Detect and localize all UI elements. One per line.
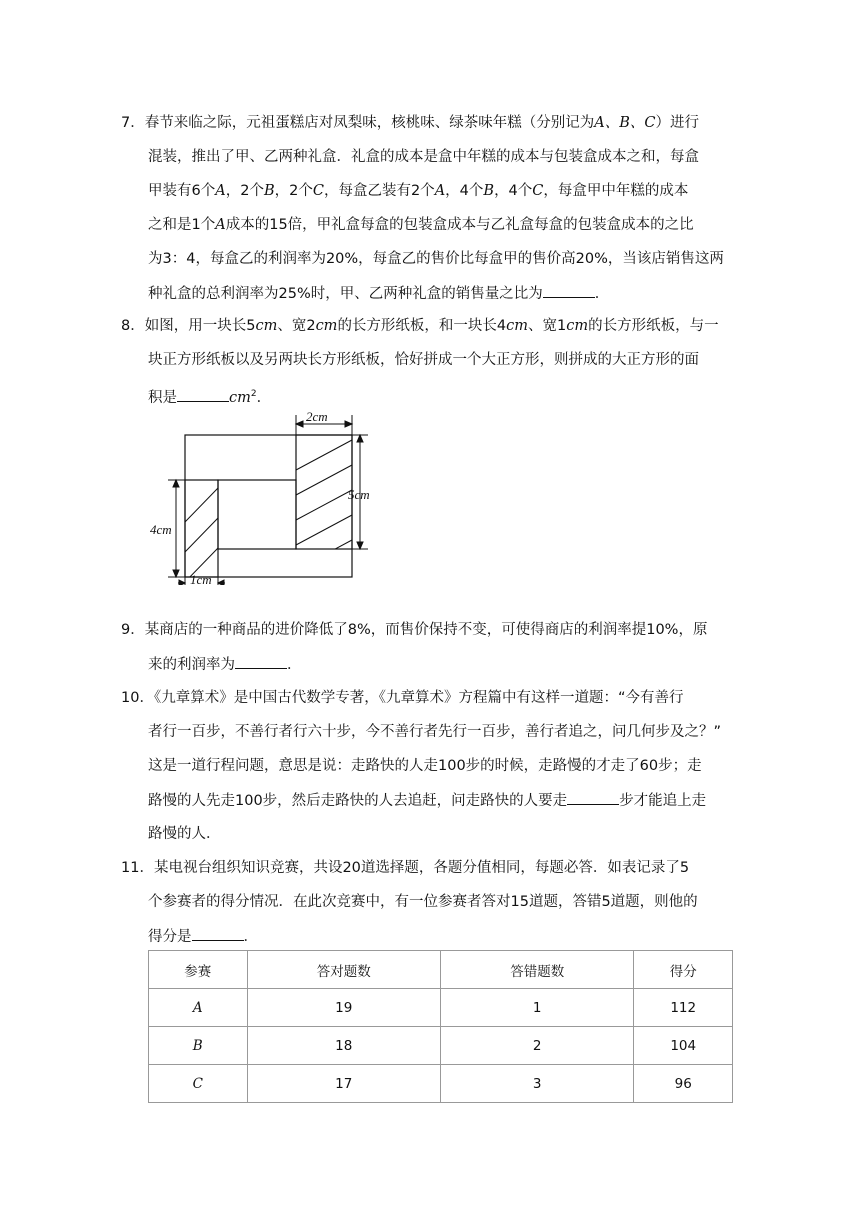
label-1cm: 1cm bbox=[190, 572, 212, 585]
cell-correct: 18 bbox=[247, 1027, 440, 1065]
cell-wrong: 3 bbox=[440, 1065, 633, 1103]
cell-wrong: 1 bbox=[440, 989, 633, 1027]
header-score: 得分 bbox=[634, 951, 733, 989]
q7-line-5: 为3：4，每盒乙的利润率为20%，每盒乙的售价比每盒甲的售价高20%，当该店销售这两 bbox=[148, 251, 724, 267]
table-row bbox=[149, 989, 733, 1027]
table-row bbox=[149, 1027, 733, 1065]
cell-wrong: 2 bbox=[440, 1027, 633, 1065]
answer-blank bbox=[543, 283, 595, 298]
q11-line-1: 11．某电视台组织知识竞赛，共设20道选择题，各题分值相同，每题必答．如表记录了5 bbox=[121, 860, 690, 876]
header-wrong: 答错题数 bbox=[440, 951, 633, 989]
square-figure bbox=[150, 410, 380, 585]
q11-line-2: 个参赛者的得分情况．在此次竞赛中，有一位参赛者答对15道题，答错5道题，则他的 bbox=[148, 894, 698, 910]
cell-participant: B bbox=[149, 1027, 248, 1065]
table-header-row bbox=[149, 951, 733, 989]
label-2cm: 2cm bbox=[306, 410, 328, 424]
header-correct: 答对题数 bbox=[247, 951, 440, 989]
header-participant: 参赛 bbox=[149, 951, 248, 989]
q7-line-4: 之和是1个A成本的15倍，甲礼盒每盒的包装盒成本与乙礼盒每盒的包装盒成本的之比 bbox=[148, 217, 694, 233]
table-row bbox=[149, 1065, 733, 1103]
answer-blank bbox=[235, 654, 287, 669]
cell-participant: A bbox=[149, 989, 248, 1027]
q7-line-3: 甲装有6个A，2个B，2个C，每盒乙装有2个A，4个B，4个C，每盒甲中年糕的成本 bbox=[148, 183, 689, 199]
q10-line-5: 路慢的人． bbox=[148, 826, 221, 842]
rect-5x2 bbox=[296, 435, 352, 549]
cell-correct: 17 bbox=[247, 1065, 440, 1103]
q11-line-3: 得分是 ． bbox=[148, 926, 258, 947]
q9-line-2: 来的利润率为 ． bbox=[148, 654, 302, 675]
q7-line-6: 种礼盒的总利润率为25%时，甲、乙两种礼盒的销售量之比为 ． bbox=[148, 283, 609, 304]
cell-participant: C bbox=[149, 1065, 248, 1103]
label-4cm: 4cm bbox=[150, 522, 172, 537]
cell-score: 96 bbox=[634, 1065, 733, 1103]
q10-line-1: 10．《九章算术》是中国古代数学专著，《九章算术》方程篇中有这样一道题：“今有善行 bbox=[121, 690, 684, 706]
score-table bbox=[148, 950, 733, 1103]
answer-blank bbox=[567, 790, 619, 805]
cell-score: 112 bbox=[634, 989, 733, 1027]
answer-blank bbox=[177, 387, 229, 402]
cell-score: 104 bbox=[634, 1027, 733, 1065]
label-5cm: 5cm bbox=[348, 487, 370, 502]
q9-line-1: 9．某商店的一种商品的进价降低了8%，而售价保持不变，可使得商店的利润率提10%，原 bbox=[121, 622, 708, 638]
q10-line-2: 者行一百步，不善行者行六十步，今不善行者先行一百步，善行者追之，问几何步及之？” bbox=[148, 724, 722, 740]
q8-line-1: 8．如图，用一块长5cm、宽2cm的长方形纸板，和一块长4cm、宽1cm的长方形纸板，与一 bbox=[121, 318, 719, 334]
q8-line-2: 块正方形纸板以及另两块长方形纸板，恰好拼成一个大正方形，则拼成的大正方形的面 bbox=[148, 352, 699, 368]
q10-line-3: 这是一道行程问题，意思是说：走路快的人走100步的时候，走路慢的才走了60步；走 bbox=[148, 758, 702, 774]
q8-line-3: 积是 $cm^2$． bbox=[148, 384, 271, 408]
q7-line-2: 混装，推出了甲、乙两种礼盒．礼盒的成本是盒中年糕的成本与包装盒成本之和，每盒 bbox=[148, 149, 699, 165]
rect-4x1 bbox=[185, 480, 218, 577]
q10-line-4: 路慢的人先走100步，然后走路快的人去追赶，问走路快的人要走 步才能追上走 bbox=[148, 790, 706, 811]
cell-correct: 19 bbox=[247, 989, 440, 1027]
inner-square bbox=[218, 480, 296, 549]
q7-line-1: 7．春节来临之际，元祖蛋糕店对凤梨味，核桃味、绿茶味年糕（分别记为A、B、C）进行 bbox=[121, 115, 699, 131]
answer-blank bbox=[192, 926, 244, 941]
